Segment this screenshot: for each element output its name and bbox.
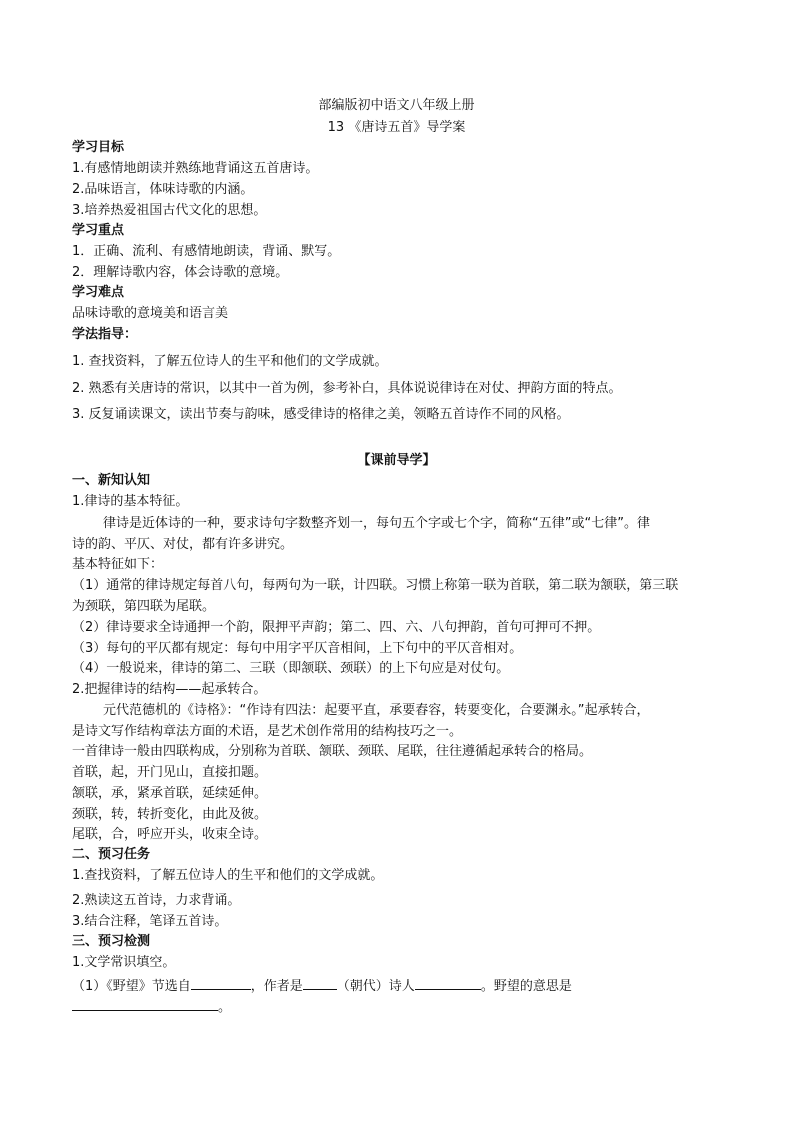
doc-subtitle: 13 《唐诗五首》导学案 bbox=[327, 120, 466, 135]
method-item: 2. 熟悉有关唐诗的常识，以其中一首为例，参考补白，具体说说律诗在对仗、押韵方面的特点。 bbox=[72, 381, 622, 396]
method-item: 1. 查找资料，了解五位诗人的生平和他们的文学成就。 bbox=[72, 354, 388, 369]
question-text: （1）《野望》节选自 bbox=[72, 979, 191, 994]
features-intro: 基本特征如下： bbox=[72, 557, 164, 572]
answer-blank[interactable] bbox=[191, 976, 251, 990]
key-point-item: 2．理解诗歌内容，体会诗歌的意境。 bbox=[72, 265, 289, 280]
feature-line: （2）律诗要求全诗通押一个韵，限押平声韵；第二、四、六、八句押韵，首句可押可不押。 bbox=[72, 620, 601, 635]
feature-line: 为颈联，第四联为尾联。 bbox=[72, 599, 216, 614]
question-text: （朝代）诗人 bbox=[336, 979, 415, 994]
method-item: 3. 反复诵读课文，读出节奏与韵味，感受律诗的格律之美，领略五首诗作不同的风格。 bbox=[72, 407, 570, 422]
lian-line: 颈联，转，转折变化，由此及彼。 bbox=[72, 807, 268, 822]
lian-line: 尾联，合，呼应开头，收束全诗。 bbox=[72, 827, 268, 842]
feature-line: （4）一般说来，律诗的第二、三联（即颔联、颈联）的上下句应是对仗句。 bbox=[72, 661, 510, 676]
task-item: 2.熟读这五首诗，力求背诵。 bbox=[72, 893, 241, 908]
answer-blank[interactable] bbox=[72, 997, 218, 1011]
section1-heading: 一、新知认知 bbox=[72, 473, 151, 488]
section3-heading: 三、预习检测 bbox=[72, 934, 151, 949]
para2-line: 元代范德机的《诗格》：“作诗有四法：起要平直，承要舂容，转要变化，合要渊永。”起承转合， bbox=[103, 703, 650, 718]
item1-title: 1.律诗的基本特征。 bbox=[72, 494, 189, 509]
feature-line: （1）通常的律诗规定每首八句，每两句为一联，计四联。习惯上称第一联为首联，第二联为颔联，第三联 bbox=[72, 578, 679, 593]
answer-blank[interactable] bbox=[415, 976, 481, 990]
para1-line: 诗的韵、平仄、对仗，都有许多讲究。 bbox=[72, 537, 294, 552]
goal-item: 2.品味语言，体味诗歌的内涵。 bbox=[72, 182, 254, 197]
method-heading: 学法指导： bbox=[72, 327, 138, 342]
para2-line: 是诗文写作结构章法方面的术语，是艺术创作常用的结构技巧之一。 bbox=[72, 724, 463, 739]
goal-item: 1.有感情地朗读并熟练地背诵这五首唐诗。 bbox=[72, 161, 319, 176]
lian-line: 首联，起，开门见山，直接扣题。 bbox=[72, 765, 268, 780]
fill-in-question-cont bbox=[72, 997, 231, 1016]
difficulty-text: 品味诗歌的意境美和语言美 bbox=[72, 306, 229, 321]
difficulty-heading: 学习难点 bbox=[72, 285, 125, 300]
answer-blank[interactable] bbox=[303, 976, 337, 990]
key-point-item: 1．正确、流利、有感情地朗读，背诵、默写。 bbox=[72, 244, 341, 259]
question-text: ，作者是 bbox=[250, 979, 303, 994]
lian-line: 颔联，承，紧承首联，延续延伸。 bbox=[72, 786, 268, 801]
doc-title: 部编版初中语文八年级上册 bbox=[318, 98, 475, 113]
question-text: 。 bbox=[218, 1000, 232, 1015]
item2-title: 2.把握律诗的结构——起承转合。 bbox=[72, 682, 267, 697]
para3: 一首律诗一般由四联构成，分别称为首联、颔联、颈联、尾联，往往遵循起承转合的格局。 bbox=[72, 744, 593, 759]
para1-line: 律诗是近体诗的一种，要求诗句字数整齐划一，每句五个字或七个字，简称“五律”或“七律”。律 bbox=[103, 516, 650, 531]
check-item: 1.文学常识填空。 bbox=[72, 955, 176, 970]
key-points-heading: 学习重点 bbox=[72, 223, 125, 238]
question-text: 。野望的意思是 bbox=[480, 979, 572, 994]
goal-item: 3.培养热爱祖国古代文化的思想。 bbox=[72, 203, 267, 218]
section2-heading: 二、预习任务 bbox=[72, 847, 151, 862]
fill-in-question bbox=[72, 976, 572, 995]
pre-class-heading: 【课前导学】 bbox=[357, 453, 436, 468]
task-item: 3.结合注释，笔译五首诗。 bbox=[72, 914, 228, 929]
task-item: 1.查找资料，了解五位诗人的生平和他们的文学成就。 bbox=[72, 868, 384, 883]
feature-line: （3）每句的平仄都有规定：每句中用字平仄音相间，上下句中的平仄音相对。 bbox=[72, 641, 523, 656]
goals-heading: 学习目标 bbox=[72, 140, 125, 155]
